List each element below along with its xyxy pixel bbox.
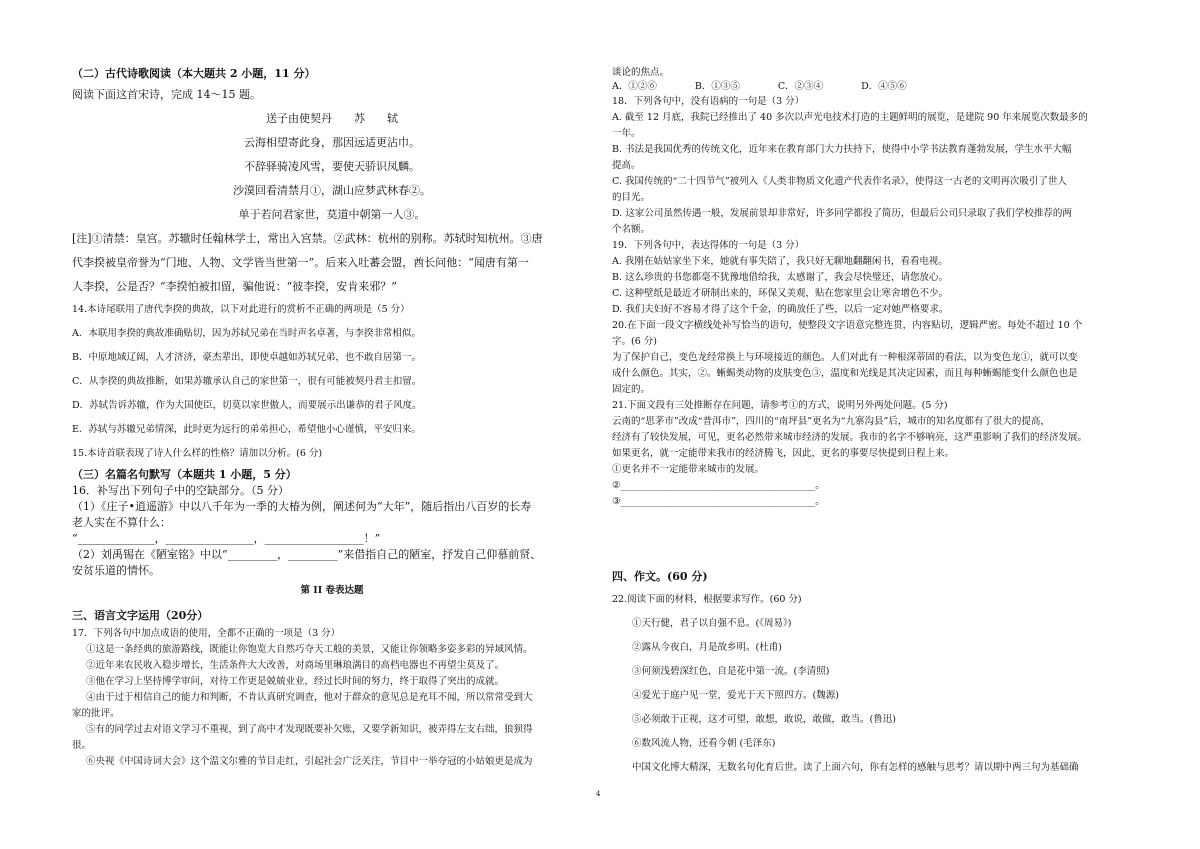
text-line: 人李揆，公是否？”李揆怕被扣留，骗他说：“彼李揆，安肯来邪？”	[72, 280, 397, 293]
text-line: （二）古代诗歌阅读（本大题共 2 小题，11 分）	[72, 67, 316, 80]
text-line: ②_________________________________________。	[612, 480, 825, 491]
text-line: A．本联用李揆的典故准确贴切，因为苏轼兄弟在当时声名卓著，与李揆非常相似。	[72, 328, 421, 339]
text-line: 21.下面文段有三处推断存在问题，请参考①的方式，说明另外两处问题。(5 分)	[612, 400, 948, 411]
text-line: ①更名并不一定能带来城市的发展。	[612, 464, 765, 475]
text-line: ⑥数风流人物，还看今朝 (毛泽东)	[632, 738, 776, 749]
text-line: 18．下列各句中，没有语病的一句是（3 分）	[612, 96, 805, 107]
right-column	[612, 66, 1132, 777]
text-line: 固定的。	[612, 384, 651, 395]
text-line: ④爱光于庭户见一堂，爱光于天下照四方。(魏源)	[632, 690, 839, 701]
text-line: 14.本诗尾联用了唐代李揆的典故，以下对此进行的赏析不正确的两项是（5 分）	[72, 304, 410, 315]
text-line: D. 我们夫妇好不容易才得了这个千金，的确放任了些，以后一定对她严格要求。	[612, 304, 949, 315]
text-line: 送子由使契丹 苏 轼	[266, 112, 398, 125]
text-line: ①这是一条经典的旅游路线，既能让你饱览大自然巧夺天工般的美景，又能让你领略多姿多彩的异域风情。	[86, 644, 533, 655]
text-line: 不辞驿骑凌风雪，要使天骄识凤麟。	[244, 160, 420, 173]
text-line: A．①②⑥ B．①③⑤ C．②③④ D．④⑤⑥	[612, 81, 907, 92]
text-line: 很。	[72, 740, 92, 751]
text-line: 为了保护自己，变色龙经常换上与环境接近的颜色。人们对此有一种根深蒂固的看法，以为变色龙①，就可以变	[612, 352, 1078, 363]
text-line: 沙漠回看清禁月①，湖山应梦武林春②。	[233, 184, 431, 197]
text-line: 提高。	[612, 160, 641, 171]
text-line: C. 这种壁纸是最近才研制出来的，环保又美观，贴在您家里会让寒舍增色不少。	[612, 288, 948, 299]
text-line: 个名额。	[612, 224, 651, 235]
text-line: C．从李揆的典故推断，如果苏辙承认自己的家世第一，很有可能被契丹君主扣留。	[72, 376, 422, 387]
page-number: 4	[596, 790, 601, 798]
text-line: B. 书法是我国优秀的传统文化，近年来在教育部门大力扶持下，使得中小学书法教育蓬勃发展，学生水平大幅	[612, 144, 1072, 155]
text-line: E．苏轼与苏辙兄弟情深，此时更为远行的弟弟担心，希望他小心谨慎，平安归来。	[72, 424, 421, 435]
text-line: 云南的“思茅市”改成“普洱市”，四川的“南坪县”更名为“九寨沟县”后，城市的知名度都有了很大的提高，	[612, 416, 1050, 427]
text-line: 安贫乐道的情怀。	[72, 564, 160, 577]
text-line: B. 这么珍贵的书您都毫不犹豫地借给我，太感谢了，我会尽快璧还，请您放心。	[612, 272, 949, 283]
text-line: [注]①清禁：皇宫。苏辙时任翰林学士，常出入宫禁。②武林：杭州的别称。苏轼时知杭州。③唐	[72, 232, 543, 245]
left-column	[72, 66, 592, 771]
text-line: 第 II 卷表达题	[300, 585, 364, 596]
text-line: ③何须浅碧深红色，自是花中第一流。(李清照)	[632, 666, 830, 677]
text-line: 字。(6 分)	[612, 336, 657, 347]
text-line: 19．下列各句中，表达得体的一句是（3 分）	[612, 240, 805, 251]
text-line: ②露从今夜白，月是故乡明。(杜甫)	[632, 642, 782, 653]
text-line: A. 截至 12 月底，我院已经推出了 40 多次以声光电技术打造的主题鲜明的展览，是建院 90 年来展览次数最多的	[612, 112, 1088, 123]
text-line: D．苏轼告诉苏辙，作为大国使臣，切莫以家世傲人，而要展示出谦恭的君子风度。	[72, 400, 422, 411]
text-line: 云海相望寄此身，那因远适更沾巾。	[244, 136, 420, 149]
text-line: 16．补写出下列句子中的空缺部分。（5 分）	[72, 484, 289, 497]
text-line: ③他在学习上坚持博学审问，对待工作更是兢兢业业，经过长时间的努力，终于取得了突出的成就。	[86, 676, 505, 687]
text-line: 阅读下面这首宋诗，完成 14～15 题。	[72, 88, 261, 101]
text-line: B．中原地域辽阔，人才济济，豪杰辈出，即使卓越如苏轼兄弟，也不敢自居第一。	[72, 352, 421, 363]
text-line: 四、作文。(60 分)	[612, 570, 708, 583]
text-line: ①天行健，君子以自强不息。(《周易》)	[632, 618, 792, 629]
text-line: （2）刘禹锡在《陋室铭》中以“_________，_________”来借指自己的陋室，抒发自己仰慕前贤、	[72, 548, 542, 561]
text-line: 20.在下面一段文字横线处补写恰当的语句，使整段文字语意完整连贯，内容贴切，逻辑严密。每处不超过 10 个	[612, 320, 1083, 331]
text-line: （三）名篇名句默写（本题共 1 小题，5 分）	[72, 468, 297, 481]
text-line: ⑤有的同学过去对语文学习不重视，到了高中才发现既要补欠账，又要学新知识，被弄得左支右绌，狼狈得	[86, 724, 533, 735]
text-line: 15.本诗首联表现了诗人什么样的性格？请加以分析。(6 分)	[72, 448, 323, 459]
text-line: A. 我刚在姑姑家坐下来，她就有事失陪了，我只好无聊地翻翻闲书，看看电视。	[612, 256, 948, 267]
text-line: “______________，________________，__________________！”	[72, 532, 381, 545]
text-line: ④由于过于相信自己的能力和判断，不肯认真研究调查，他对于群众的意见总是充耳不闻，所以常常受到大	[86, 692, 533, 703]
text-line: 的目光。	[612, 192, 651, 203]
text-line: ⑥央视《中国诗词大会》这个温文尔雅的节目走红，引起社会广泛关注，节目中一举夺冠的小姑娘更是成为	[86, 756, 533, 767]
text-line: D. 这家公司虽然传遇一般，发展前景却非常好，许多同学都投了简历，但最后公司只录取了我们学校推荐的两	[612, 208, 1072, 219]
text-line: 经济有了较快发展，可见，更名必然带来城市经济的发展。我市的名字不够响亮，这严重影响了我们的经济发展。	[612, 432, 1088, 443]
text-line: 老人实在不算什么：	[72, 516, 171, 529]
text-line: 三、语言文字运用（20分）	[72, 609, 209, 622]
text-line: 单于若问君家世，莫道中朝第一人③。	[238, 208, 426, 221]
text-line: C. 我国传统的“二十四节气”被列入《人类非物质文化遗产代表作名录》，使得这一古老的文明再次吸引了世人	[612, 176, 1067, 187]
text-line: 一年。	[612, 128, 641, 139]
text-line: ②近年来农民收入稳步增长，生活条件大大改善，对商场里琳琅满目的高档电器也不再望尘莫及了。	[86, 660, 505, 671]
text-line: 22.阅读下面的材料，根据要求写作。(60 分)	[612, 594, 802, 605]
text-line: 中国文化博大精深，无数名句化育后世。读了上面六句，你有怎样的感触与思考？请以期中两三句为基础确	[632, 762, 1079, 773]
text-line: 代李揆被皇帝誉为“门地、人物、文学皆当世第一”。后来入吐蕃会盟，酋长问他：“闻唐有第一	[72, 256, 529, 269]
text-line: ⑤必须敢于正视，这才可望，敢想，敢说，敢做，敢当。(鲁迅)	[632, 714, 896, 725]
text-line: 17．下列各句中加点成语的使用，全都不正确的一项是（3 分）	[72, 628, 341, 639]
text-line: ③_________________________________________。	[612, 496, 825, 507]
text-line: 谈论的焦点。	[612, 67, 670, 78]
text-line: 成什么颜色。其实，②。蜥蜴类动物的皮肤变色③，温度和光线是其决定因素，而且每种蜥蜴能变什么颜色也是	[612, 368, 1078, 379]
text-line: （1）《庄子•逍遥游》中以八千年为一季的大椿为例，阐述何为“大年”，随后指出八百岁的长寿	[72, 500, 532, 513]
text-line: 家的批评。	[72, 708, 120, 719]
text-line: 如果更名，就一定能带来我市的经济腾飞，因此，更名的事要尽快提到日程上来。	[612, 448, 955, 459]
